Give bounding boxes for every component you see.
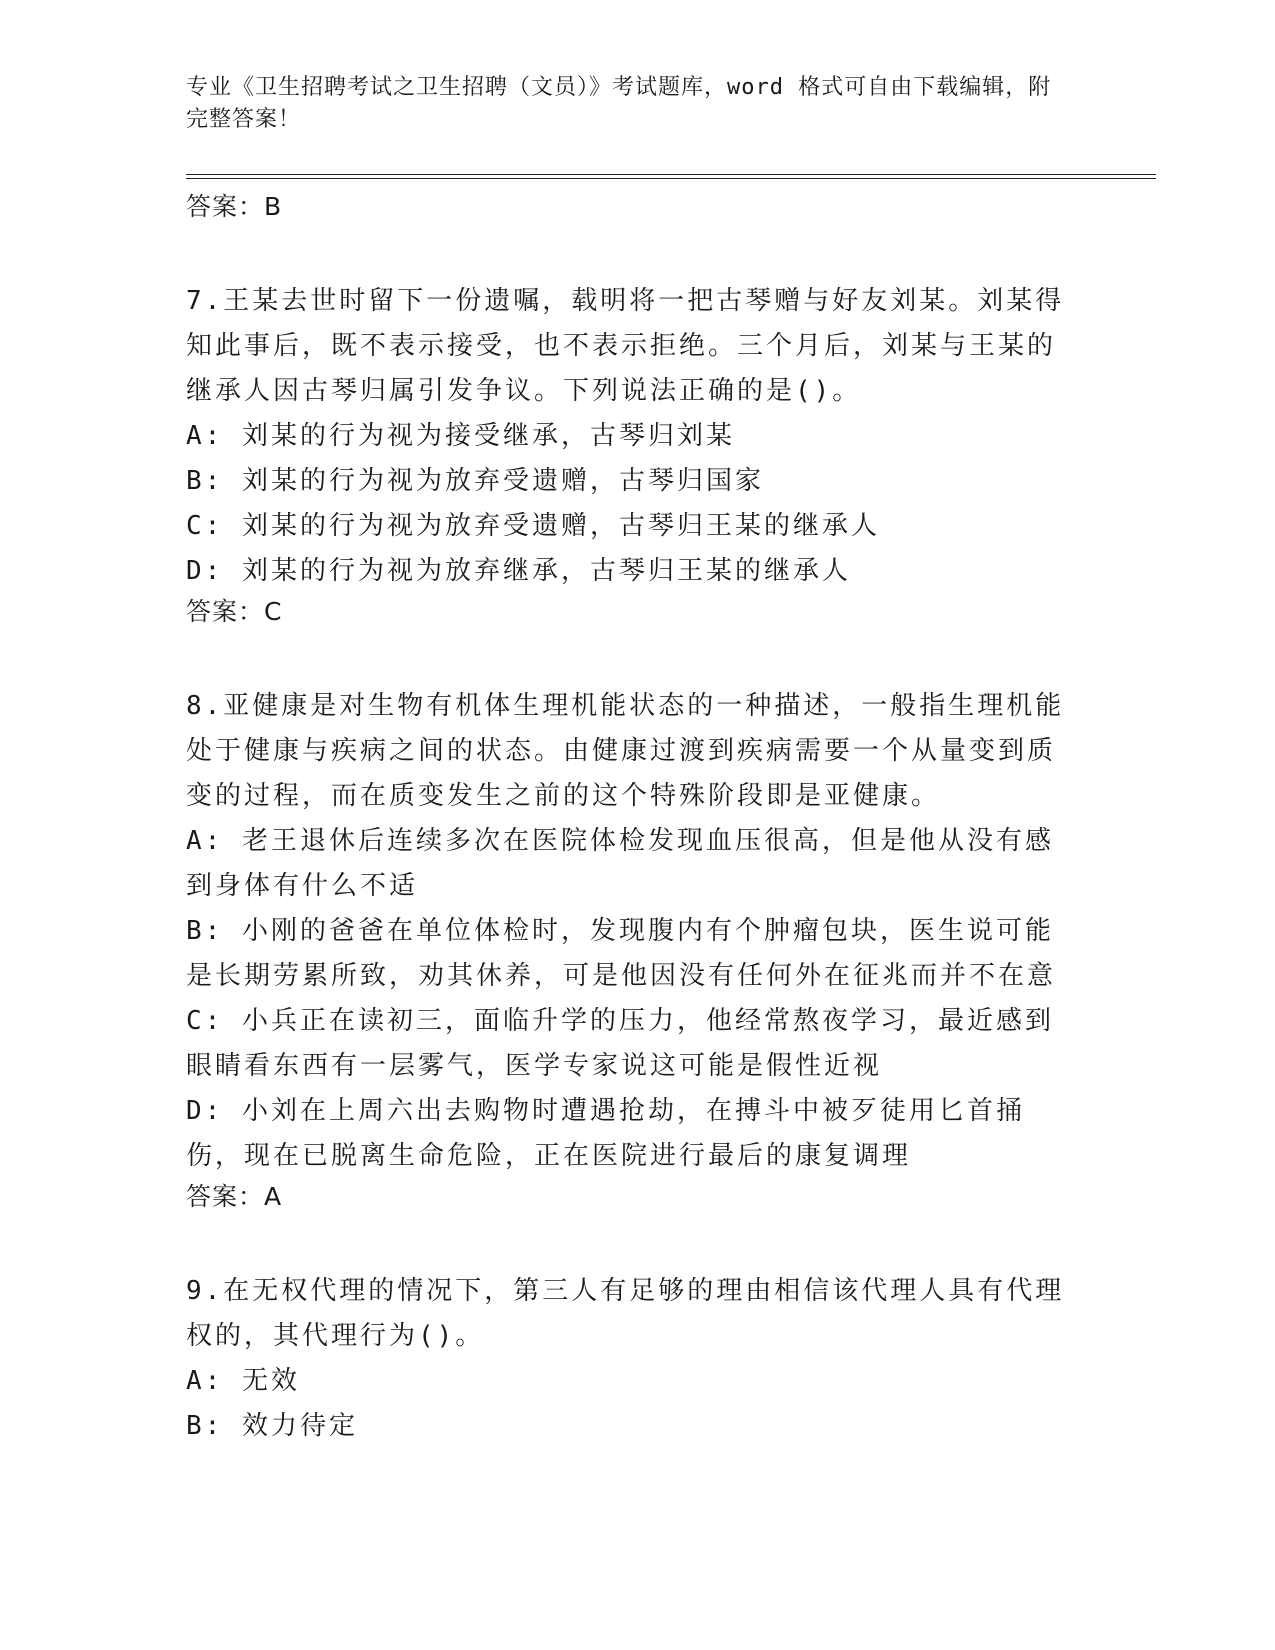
document-header: 专业《卫生招聘考试之卫生招聘（文员）》考试题库，word 格式可自由下载编辑，附完整答案！ (186, 75, 1052, 132)
option-b: B: 小刚的爸爸在单位体检时，发现腹内有个肿瘤包块，医生说可能是长期劳累所致，劝其休养，可是他因没有任何外在征兆而并不在意 (186, 916, 1057, 991)
previous-answer: 答案：B (186, 192, 283, 221)
option-d: D: 刘某的行为视为放弃继承，古琴归王某的继承人 (186, 556, 851, 586)
option-d: D: 小刘在上周六出去购物时遭遇抢劫，在搏斗中被歹徒用匕首捅伤，现在已脱离生命危险，正在医院进行最后的康复调理 (186, 1096, 1025, 1171)
question-text: 8.亚健康是对生物有机体生理机能状态的一种描述，一般指生理机能处于健康与疾病之间的状态。由健康过渡到疾病需要一个从量变到质变的过程，而在质变发生之前的这个特殊阶段即是亚健康。 (186, 691, 1065, 811)
question-answer: 答案：A (186, 1182, 283, 1211)
question-answer: 答案：C (186, 597, 283, 626)
option-a: A: 无效 (186, 1366, 300, 1396)
option-b: B: 刘某的行为视为放弃受遗赠，古琴归国家 (186, 466, 764, 496)
option-a: A: 老王退休后连续多次在医院体检发现血压很高，但是他从没有感到身体有什么不适 (186, 826, 1054, 901)
question-8 (186, 684, 1156, 1215)
question-text: 9.在无权代理的情况下，第三人有足够的理由相信该代理人具有代理权的，其代理行为()。 (186, 1276, 1065, 1351)
option-c: C: 小兵正在读初三，面临升学的压力，他经常熬夜学习，最近感到眼睛看东西有一层雾气，医学专家说这可能是假性近视 (186, 1006, 1054, 1081)
option-a: A: 刘某的行为视为接受继承，古琴归刘某 (186, 421, 735, 451)
header-divider (186, 174, 1156, 179)
option-b: B: 效力待定 (186, 1411, 358, 1441)
question-9 (186, 1269, 1156, 1449)
question-text: 7.王某去世时留下一份遗嘱，载明将一把古琴赠与好友刘某。刘某得知此事后，既不表示接受，也不表示拒绝。三个月后，刘某与王某的继承人因古琴归属引发争议。下列说法正确的是()。 (186, 286, 1065, 406)
option-c: C: 刘某的行为视为放弃受遗赠，古琴归王某的继承人 (186, 511, 880, 541)
question-7 (186, 279, 1156, 630)
document-page (186, 0, 1156, 1449)
